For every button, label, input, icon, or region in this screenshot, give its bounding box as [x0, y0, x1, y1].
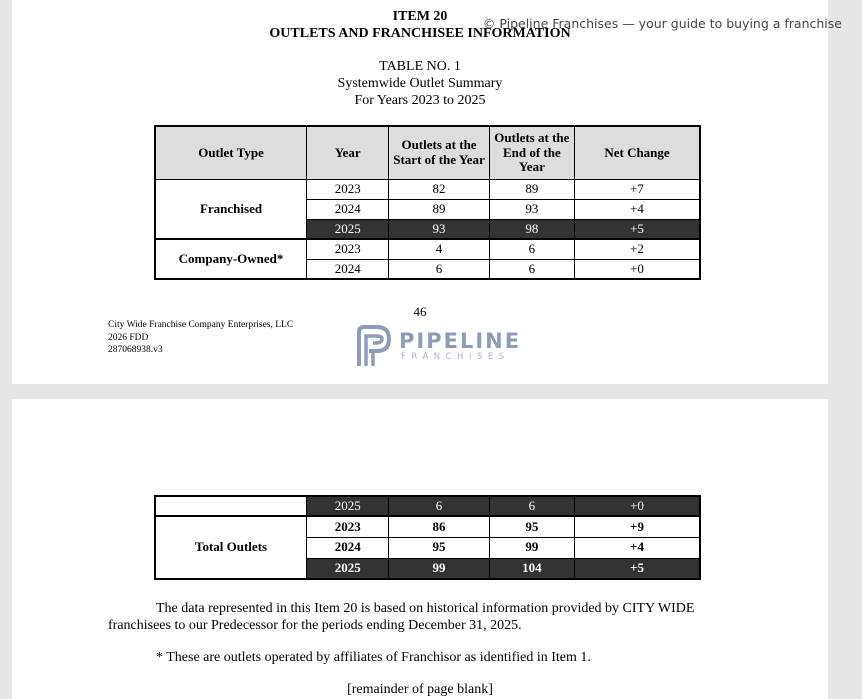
- explanatory-paragraph: The data represented in this Item 20 is based on historical information provided by CITY WIDE franchisees to our Predecessor for the periods ending December 31, 2025.: [108, 601, 695, 633]
- footer-doc-id: 287068938.v3: [108, 345, 163, 355]
- cell-year: 2024: [307, 537, 389, 558]
- cell-net: +0: [575, 496, 700, 516]
- total-outlets-label: Total Outlets: [155, 516, 307, 579]
- footnote-paragraph: * These are outlets operated by affiliates of Franchisor as identified in Item 1.: [156, 650, 591, 665]
- table-number: TABLE NO. 1: [379, 59, 461, 74]
- pipeline-logo-text: PIPELINE: [399, 329, 522, 353]
- cell-net: +4: [575, 199, 700, 219]
- footer: [108, 319, 293, 357]
- outlet-summary-table-continued: [154, 495, 701, 580]
- cell-year: 2025: [307, 558, 389, 579]
- cell-start: 89: [389, 199, 489, 219]
- cell-year: 2024: [307, 259, 389, 279]
- cell-end: 6: [489, 239, 574, 259]
- cell-end: 89: [489, 179, 574, 199]
- document-page-2: [12, 399, 828, 699]
- cell-net: +5: [575, 219, 700, 239]
- header-start: Outlets at the Start of the Year: [389, 126, 489, 179]
- cell-start: 95: [389, 537, 489, 558]
- item-title: ITEM 20: [392, 9, 448, 24]
- cell-net: +5: [575, 558, 700, 579]
- document-page-1: [12, 0, 828, 384]
- footer-company: City Wide Franchise Company Enterprises, LLC: [108, 320, 294, 330]
- header-outlet-type: Outlet Type: [155, 126, 307, 179]
- header-end: Outlets at the End of the Year: [489, 126, 574, 179]
- cell-end: 6: [489, 259, 574, 279]
- pipeline-logo-subtext: FRANCHISES: [401, 352, 510, 362]
- table-subtitle: For Years 2023 to 2025: [354, 93, 486, 108]
- cell-net: +9: [575, 516, 700, 537]
- cell-empty: [155, 496, 307, 516]
- outlet-summary-table: [154, 125, 701, 280]
- cell-start: 6: [389, 259, 489, 279]
- section-title: OUTLETS AND FRANCHISEE INFORMATION: [269, 26, 571, 41]
- page-number: 46: [413, 304, 427, 319]
- cell-net: +2: [575, 239, 700, 259]
- pipeline-logo: [355, 324, 522, 368]
- cell-net: +0: [575, 259, 700, 279]
- cell-net: +7: [575, 179, 700, 199]
- table-header-row: [155, 126, 700, 179]
- cell-end: 98: [489, 219, 574, 239]
- cell-year: 2024: [307, 199, 389, 219]
- cell-start: 93: [389, 219, 489, 239]
- footer-fdd: 2026 FDD: [108, 332, 149, 343]
- table-row: [155, 516, 700, 537]
- header-net-change: Net Change: [575, 126, 700, 179]
- cell-end: 95: [489, 516, 574, 537]
- cell-year: 2025: [307, 219, 389, 239]
- watermark-text: © Pipeline Franchises — your guide to buying a franchise: [482, 16, 842, 31]
- cell-start: 86: [389, 516, 489, 537]
- cell-start: 6: [389, 496, 489, 516]
- table-row: [155, 496, 700, 516]
- cell-end: 104: [489, 558, 574, 579]
- table-row: [155, 179, 700, 199]
- cell-start: 82: [389, 179, 489, 199]
- cell-start: 99: [389, 558, 489, 579]
- cell-year: 2023: [307, 239, 389, 259]
- company-owned-label: Company-Owned*: [155, 239, 307, 279]
- pipeline-logo-icon: [355, 324, 397, 368]
- table-title: Systemwide Outlet Summary: [337, 76, 503, 91]
- cell-year: 2025: [307, 496, 389, 516]
- cell-end: 6: [489, 496, 574, 516]
- cell-year: 2023: [307, 179, 389, 199]
- cell-net: +4: [575, 537, 700, 558]
- cell-start: 4: [389, 239, 489, 259]
- cell-year: 2023: [307, 516, 389, 537]
- table-row: [155, 239, 700, 259]
- remainder-blank-note: [remainder of page blank]: [347, 682, 493, 697]
- header-year: Year: [307, 126, 389, 179]
- cell-end: 99: [489, 537, 574, 558]
- franchised-label: Franchised: [155, 179, 307, 239]
- cell-end: 93: [489, 199, 574, 219]
